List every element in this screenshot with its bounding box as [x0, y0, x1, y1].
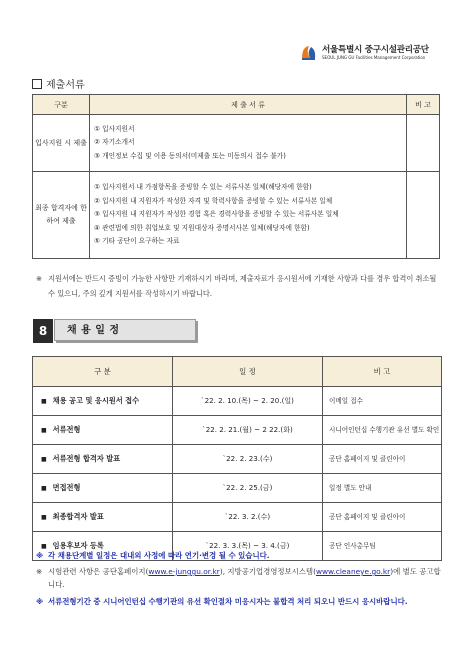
- documents-note: [36, 271, 444, 301]
- square-bullet-icon: ■: [41, 514, 47, 521]
- step-name: [33, 503, 173, 532]
- list-item: ① 입사지원서: [94, 124, 135, 133]
- table-row: [33, 172, 440, 259]
- note-text: 서류전형기간 중 시니어인턴십 수행기관의 유선 확인절차 미응시자는 불합격 처리 되오니 반드시 응시바랍니다.: [48, 597, 408, 606]
- list-item: ② 입사지원 내 지원자가 작성한 자격 및 학력사항을 증빙할 수 있는 서류사본 일체: [94, 196, 333, 205]
- step-date: `22. 3. 3.(목) ~ 3. 4.(금): [173, 532, 323, 561]
- table-row: [33, 115, 440, 172]
- logo-name-english: SEOUL JUNG GU Facilities Management Corporation: [322, 55, 426, 60]
- cleaneye-link[interactable]: www.cleaneye.go.kr: [315, 567, 391, 576]
- corporation-emblem-icon: [300, 44, 318, 62]
- step-remark: 공단 인사총무팀: [323, 532, 442, 561]
- phone-check-warning: [36, 596, 446, 609]
- square-bullet-icon: ■: [41, 485, 47, 492]
- step-remark: 일정 별도 안내: [323, 474, 442, 503]
- square-bullet-icon: ■: [41, 427, 47, 434]
- step-date: `22. 3. 2.(수): [173, 503, 323, 532]
- header-category: 구 분: [33, 357, 173, 387]
- documents-table: [32, 94, 440, 259]
- step-remark: 이메일 접수: [323, 387, 442, 416]
- table-header-row: [33, 357, 442, 387]
- note-text: 각 채용단계별 일정은 대내외 사정에 따라 연기·변경 될 수 있습니다.: [48, 551, 270, 560]
- step-date: `22. 2. 21.(월) ~ 2 22.(화): [173, 416, 323, 445]
- header-documents: 제 출 서 류: [90, 95, 407, 115]
- document-list: [90, 115, 407, 172]
- note-bullet: ※: [36, 567, 43, 576]
- step-label: 채용 공고 및 응시원서 접수: [52, 396, 140, 405]
- section-title-schedule: 채 용 일 정: [54, 319, 196, 341]
- list-item: ⑤ 기타 공단이 요구하는 자료: [94, 237, 180, 246]
- row-remark: [407, 172, 440, 259]
- section-title-documents: [32, 76, 85, 91]
- document-list: [90, 172, 407, 259]
- step-label: 서류전형: [52, 425, 81, 434]
- table-row: [33, 503, 442, 532]
- note-bullet: ※: [36, 274, 43, 283]
- table-row: [33, 445, 442, 474]
- square-bullet-icon: [32, 79, 42, 89]
- list-item: ① 입사지원서 내 가점항목을 증빙할 수 있는 서류사본 일체(해당자에 한함): [94, 183, 312, 192]
- square-bullet-icon: ■: [41, 543, 47, 550]
- step-remark: 공단 홈페이지 및 클린아이: [323, 503, 442, 532]
- list-item: ③ 입사지원 내 지원자가 작성한 경험 혹은 경력사항을 증빙할 수 있는 서류사본 일체: [94, 210, 339, 219]
- step-name: [33, 387, 173, 416]
- table-row: [33, 416, 442, 445]
- homepage-link[interactable]: www.e-junggu.or.kr: [148, 567, 220, 576]
- list-item: ④ 관련법에 의한 취업보호 및 지원대상자 증명서사본 일체(해당자에 한함): [94, 223, 310, 232]
- company-logo: [300, 42, 450, 66]
- step-label: 최종합격자 발표: [52, 512, 104, 521]
- list-item: ③ 개인정보 수집 및 이용 동의서(미제출 또는 미동의시 접수 불가): [94, 151, 286, 160]
- step-date: `22. 2. 25.(금): [173, 474, 323, 503]
- table-header-row: [33, 95, 440, 115]
- step-remark: 공단 홈페이지 및 클린아이: [323, 445, 442, 474]
- note-bullet: ※: [36, 551, 44, 560]
- step-date: `22. 2. 23.(수): [173, 445, 323, 474]
- step-remark: 시니어인턴십 수행기관 유선 별도 확인: [323, 416, 442, 445]
- header-remark: 비 고: [407, 95, 440, 115]
- header-schedule: 일 정: [173, 357, 323, 387]
- row-category: 입사지원 시 제출: [33, 115, 90, 172]
- section-title-text: 제출서류: [46, 80, 85, 91]
- logo-name-korean: 서울특별시 중구시설관리공단: [322, 45, 429, 55]
- step-label: 임용후보자 등록: [52, 541, 104, 550]
- section-number: 8: [33, 319, 53, 343]
- schedule-table: [32, 356, 442, 561]
- row-remark: [407, 115, 440, 172]
- table-row: [33, 387, 442, 416]
- note-text: 지원서에는 반드시 증빙이 가능한 사항만 기재하시기 바라며, 제출자료가 응시원서에 기재한 사항과 다를 경우 합격이 취소될 수 있으니, 주의 깊게 지원서를 작성하시기 바랍니다.: [48, 274, 437, 298]
- announcement-note: [36, 566, 446, 591]
- schedule-change-note: [36, 550, 446, 563]
- header-category: 구분: [33, 95, 90, 115]
- table-row: [33, 474, 442, 503]
- note-bullet: ※: [36, 597, 44, 606]
- note-text: 시험관련 사항은 공단홈페이지(www.e-junggu.or.kr), 지방공기업경영정보시스템(www.cleaneye.go.kr)에 별도 공고합니다.: [48, 567, 441, 589]
- header-remark: 비 고: [323, 357, 442, 387]
- step-name: [33, 416, 173, 445]
- square-bullet-icon: ■: [41, 398, 47, 405]
- step-label: 서류전형 합격자 발표: [52, 454, 121, 463]
- square-bullet-icon: ■: [41, 456, 47, 463]
- step-name: [33, 445, 173, 474]
- list-item: ② 자기소개서: [94, 138, 135, 147]
- step-label: 면접전형: [52, 483, 81, 492]
- step-date: `22. 2. 10.(목) ~ 2. 20.(일): [173, 387, 323, 416]
- row-category: 최종 합격자에 한하여 제출: [33, 172, 90, 259]
- step-name: [33, 474, 173, 503]
